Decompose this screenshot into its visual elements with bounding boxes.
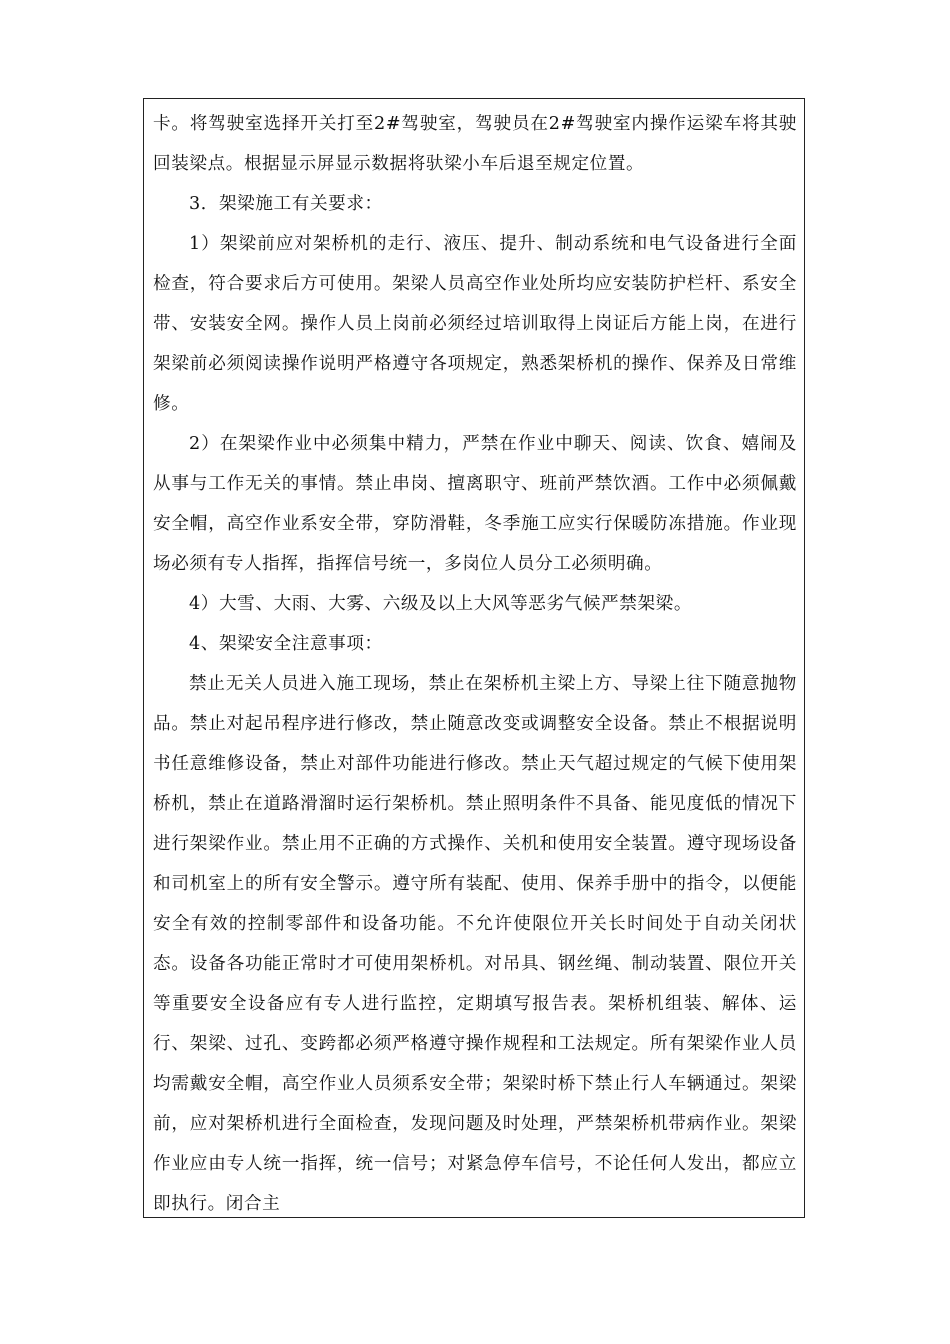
paragraph-safety-notes: 禁止无关人员进入施工现场，禁止在架桥机主梁上方、导梁上往下随意抛物品。禁止对起吊程序进行修改，禁止随意改变或调整安全设备。禁止不根据说明书任意维修设备，禁止对部件功能进行修改。禁止天气超过规定的气候下使用架桥机，禁止在道路滑溜时运行架桥机。禁止照明条件不具备、能见度低的情况下进行架梁作业。禁止用不正确的方式操作、关机和使用安全装置。遵守现场设备和司机室上的所有安全警示。遵守所有装配、使用、保养手册中的指令，以便能安全有效的控制零部件和设备功能。不允许使限位开关长时间处于自动关闭状态。设备各功能正常时才可使用架桥机。对吊具、钢丝绳、制动装置、限位开关等重要安全设备应有专人进行监控，定期填写报告表。架桥机组装、解体、运行、架梁、过孔、变跨都必须严格遵守操作规程和工法规定。所有架梁作业人员均需戴安全帽，高空作业人员须系安全带；架梁时桥下禁止行人车辆通过。架梁前，应对架桥机进行全面检查，发现问题及时处理，严禁架桥机带病作业。架梁作业应由专人统一指挥，统一信号；对紧急停车信号，不论任何人发出，都应立即执行。闭合主 bbox=[153, 674, 797, 1214]
section-heading-4: 4、架梁安全注意事项： bbox=[189, 634, 383, 654]
paragraph-requirement-1: 1）架梁前应对架桥机的走行、液压、提升、制动系统和电气设备进行全面检查，符合要求后方可使用。架梁人员高空作业处所均应安装防护栏杆、系安全带、安装安全网。操作人员上岗前必须经过培训取得上岗证后方能上岗，在进行架梁前必须阅读操作说明严格遵守各项规定，熟悉架桥机的操作、保养及日常维修。 bbox=[153, 234, 797, 414]
paragraph-continuation: 卡。将驾驶室选择开关打至2#驾驶室，驾驶员在2#驾驶室内操作运梁车将其驶回装梁点。根据显示屏显示数据将驮梁小车后退至规定位置。 bbox=[153, 114, 797, 174]
document-body bbox=[153, 104, 797, 1224]
paragraph-requirement-2: 2）在架梁作业中必须集中精力，严禁在作业中聊天、阅读、饮食、嬉闹及从事与工作无关的事情。禁止串岗、擅离职守、班前严禁饮酒。工作中必须佩戴安全帽，高空作业系安全带，穿防滑鞋，冬季施工应实行保暖防冻措施。作业现场必须有专人指挥，指挥信号统一，多岗位人员分工必须明确。 bbox=[153, 434, 797, 574]
paragraph-requirement-4: 4）大雪、大雨、大雾、六级及以上大风等恶劣气候严禁架梁。 bbox=[189, 594, 693, 614]
section-heading-3: 3．架梁施工有关要求： bbox=[189, 194, 383, 214]
